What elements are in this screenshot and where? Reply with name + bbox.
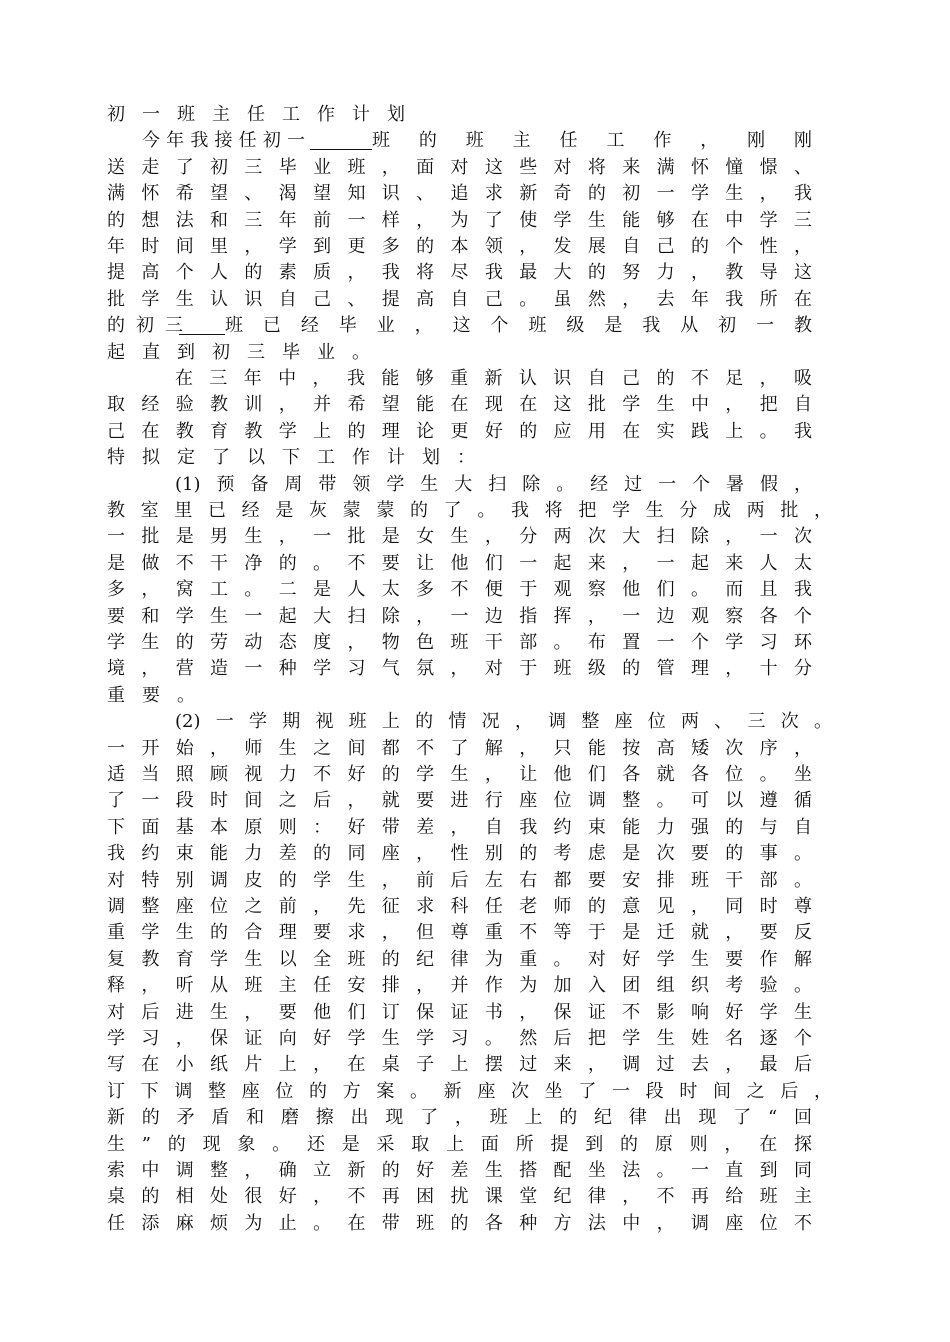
text-line: 任添麻烦为止。在带班的各种方法中，调座位不 <box>107 1212 812 1234</box>
text-line: 特拟定了以下工作计划： <box>107 447 492 469</box>
text-line: 写在小纸片上，在桌子上摆过来，调过去，最后 <box>107 1054 812 1076</box>
fill-in-blank <box>179 334 225 335</box>
text-line: 的想法和三年前一样，为了使学生能够在中学三 <box>107 209 812 231</box>
text-line: 在三年中，我能够重新认识自己的不足，吸 <box>175 368 812 389</box>
text-line: 我约束能力差的同座，性别的考虑是次要的事。 <box>107 843 812 865</box>
text-line: 境，营造一种学习气氛，对于班级的管理，十分 <box>107 658 812 680</box>
text-line: 多，窝工。二是人太多不便于观察他们。而且我 <box>107 579 812 601</box>
text-line: 年时间里，学到更多的本领，发展自己的个性， <box>107 236 812 257</box>
text-line: 要和学生一起大扫除，一边指挥，一边观察各个 <box>107 605 812 627</box>
text-line: 己在教育教学上的理论更好的应用在实践上。我 <box>107 420 812 442</box>
text-line: 一开始，师生之间都不了解，只能按高矮次序， <box>107 737 812 759</box>
text-line: 一批是男生，一批是女生，分两次大扫除，一次 <box>107 526 812 548</box>
line-text-after-blank: 班已经毕业，这个班级是我从初一教 <box>225 315 812 337</box>
text-line: 订下调整座位的方案。新座次坐了一段时间之后， <box>107 1080 832 1102</box>
text-line: 送走了初三毕业班，面对这些对将来满怀憧憬、 <box>107 156 812 178</box>
text-line: 教室里已经是灰蒙蒙的了。我将把学生分成两批， <box>107 500 832 521</box>
text-line: (1)预备周带领学生大扫除。经过一个暑假， <box>175 473 812 495</box>
text-line: 是做不干净的。不要让他们一起来，一起来人太 <box>107 552 812 574</box>
text-line: 学生的劳动态度，物色班干部。布置一个学习环 <box>107 632 812 653</box>
line-text-after-blank: 班的班主任工作，刚刚 <box>372 130 812 152</box>
text-line: 索中调整，确立新的好差生搭配坐法。一直到同 <box>107 1160 812 1181</box>
text-line: 调整座位之前，先征求科任老师的意见，同时尊 <box>107 896 812 917</box>
text-line: 新的矛盾和磨擦出现了，班上的纪律出现了“回 <box>107 1107 812 1129</box>
text-line: 了一段时间之后，就要进行座位调整。可以遵循 <box>107 790 812 812</box>
line-text-before-blank: 今年我接任初一 <box>142 130 305 152</box>
text-line: 满怀希望、渴望知识、追求新奇的初一学生，我 <box>107 183 812 205</box>
text-line: 释，听从班主任安排，并作为加入团组织考验。 <box>107 975 812 997</box>
text-line: 学习，保证向好学生学习。然后把学生姓名逐个 <box>107 1028 812 1049</box>
text-line: 重要。 <box>107 684 212 706</box>
text-line: 生”的现象。还是采取上面所提到的原则，在探 <box>107 1133 812 1155</box>
fill-in-blank <box>310 149 372 150</box>
text-line: 对特别调皮的学生，前后左右都要安排班干部。 <box>107 869 812 891</box>
text-line: 复教育学生以全班的纪律为重。对好学生要作解 <box>107 948 812 970</box>
text-line: 取经验教训，并希望能在现在这批学生中，把自 <box>107 394 812 416</box>
text-line: 下面基本原则：好带差，自我约束能力强的与自 <box>107 816 812 838</box>
text-line: (2)一学期视班上的情况，调整座位两、三次。 <box>175 711 832 733</box>
text-line: 重学生的合理要求，但尊重不等于是迁就，要反 <box>107 922 812 944</box>
text-line: 提高个人的素质，我将尽我最大的努力，教导这 <box>107 262 812 284</box>
document-title: 初一班主任工作计划 <box>107 104 422 125</box>
text-line: 桌的相处很好，不再困扰课堂纪律，不再给班主 <box>107 1186 812 1208</box>
text-line: 批学生认识自己、提高自己。虽然，去年我所在 <box>107 288 812 310</box>
text-line: 对后进生，要他们订保证书，保证不影响好学生 <box>107 1001 812 1023</box>
text-line: 适当照顾视力不好的学生，让他们各就各位。坐 <box>107 764 812 785</box>
text-line: 起直到初三毕业。 <box>107 341 387 363</box>
line-text-before-blank: 的初三 <box>107 315 183 337</box>
